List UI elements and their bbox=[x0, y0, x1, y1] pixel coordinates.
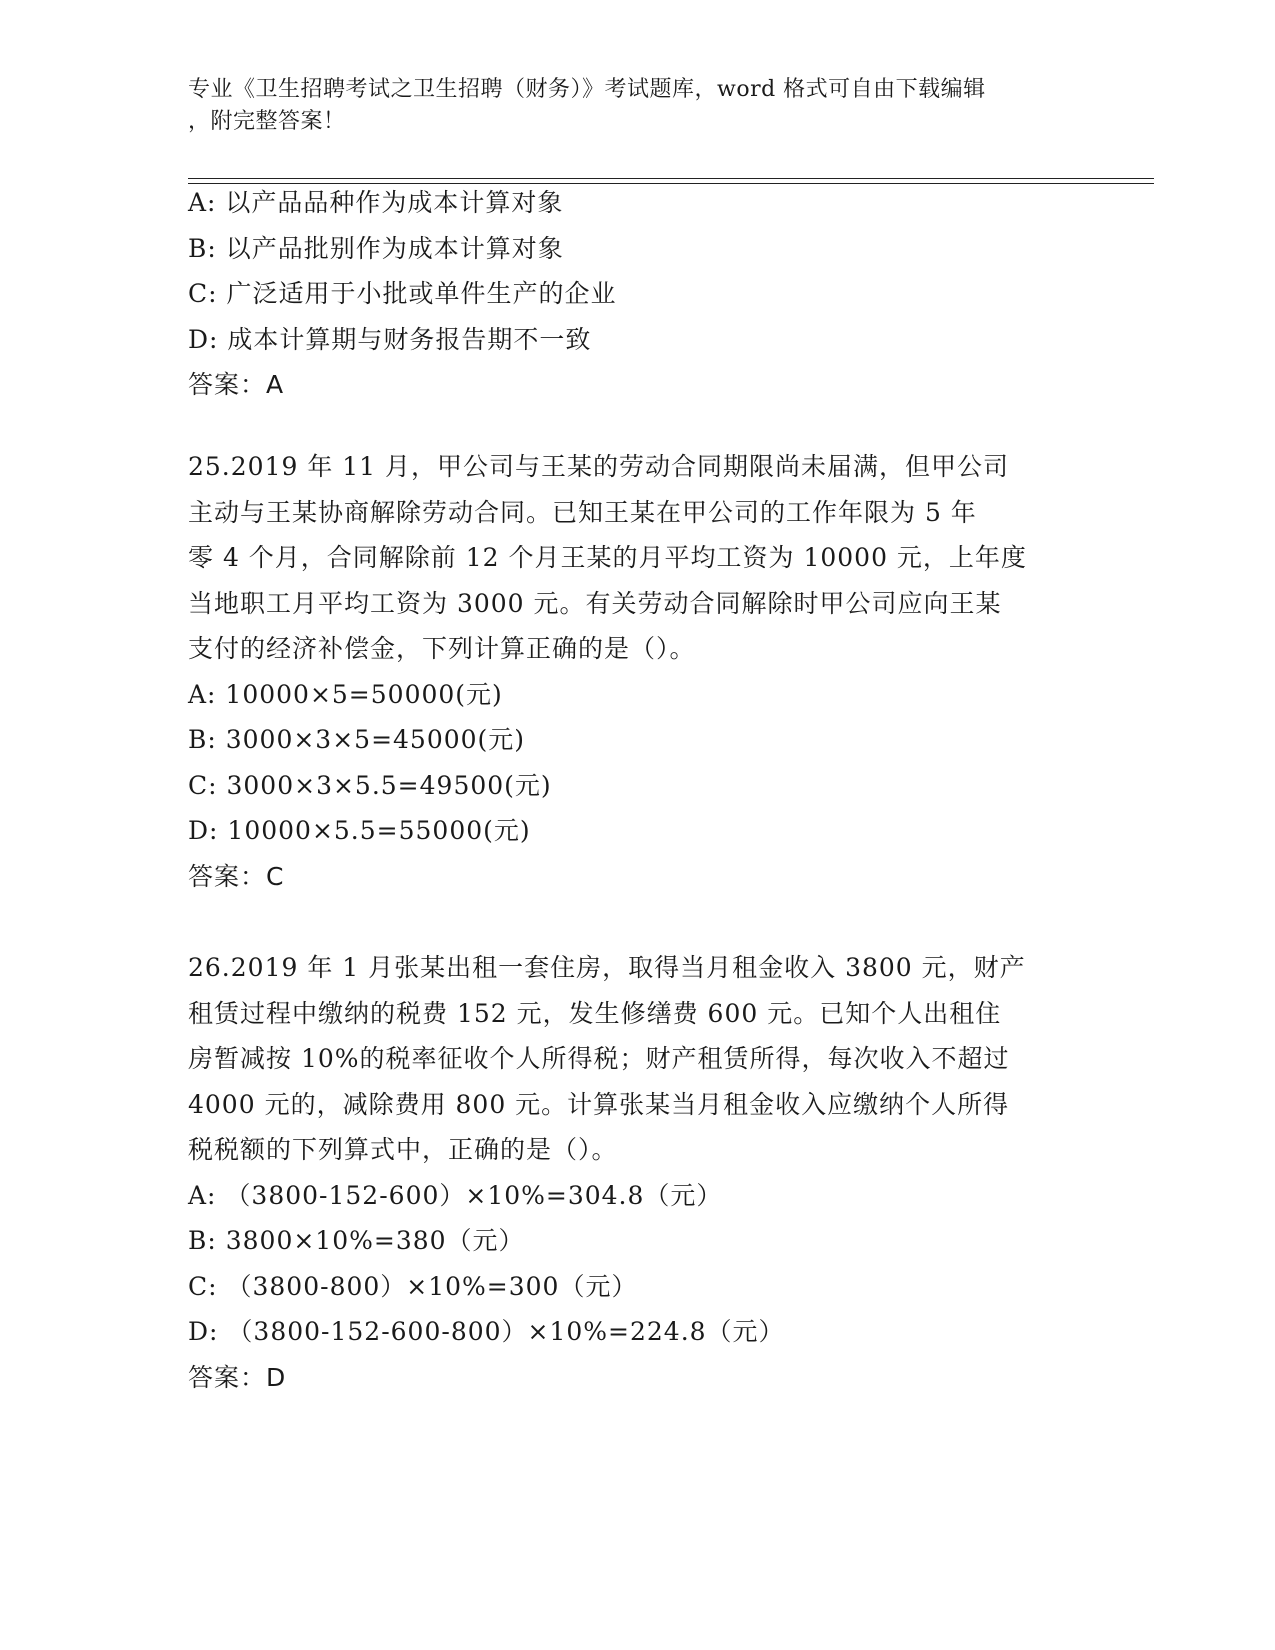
question-24-block bbox=[188, 180, 1088, 408]
question-stem-line: 4000 元的，减除费用 800 元。计算张某当月租金收入应缴纳个人所得 bbox=[188, 1089, 1010, 1119]
question-stem-line: 25.2019 年 11 月，甲公司与王某的劳动合同期限尚未届满，但甲公司 bbox=[188, 452, 1010, 481]
option-a: A: 以产品品种作为成本计算对象 bbox=[188, 188, 564, 217]
question-stem-line: 26.2019 年 1 月张某出租一套住房，取得当月租金收入 3800 元，财产 bbox=[188, 953, 1026, 982]
option-b: B: 3000×3×5=45000(元) bbox=[188, 725, 526, 754]
header-line-2: ，附完整答案！ bbox=[188, 109, 346, 134]
header-rule-top bbox=[188, 178, 1154, 179]
question-26-block bbox=[188, 945, 1088, 1400]
question-stem-line: 房暂减按 10%的税率征收个人所得税；财产租赁所得，每次收入不超过 bbox=[188, 1044, 1010, 1073]
header-line-1: 专业《卫生招聘考试之卫生招聘（财务）》考试题库，word 格式可自由下载编辑 bbox=[188, 77, 986, 102]
answer-line: 答案：A bbox=[188, 370, 285, 399]
answer-line: 答案：C bbox=[188, 861, 285, 891]
question-stem-line: 税税额的下列算式中，正确的是（）。 bbox=[188, 1135, 618, 1164]
question-stem-line: 零 4 个月，合同解除前 12 个月王某的月平均工资为 10000 元，上年度 bbox=[188, 543, 1027, 572]
option-d: D: （3800-152-600-800）×10%=224.8（元） bbox=[188, 1317, 785, 1346]
option-c: C: 3000×3×5.5=49500(元) bbox=[188, 770, 552, 800]
question-stem-line: 租赁过程中缴纳的税费 152 元，发生修缮费 600 元。已知个人出租住 bbox=[188, 998, 1002, 1028]
question-stem-line: 支付的经济补偿金，下列计算正确的是（）。 bbox=[188, 634, 696, 663]
option-d: D: 10000×5.5=55000(元) bbox=[188, 816, 531, 845]
question-25-block bbox=[188, 444, 1088, 899]
option-c: C: （3800-800）×10%=300（元） bbox=[188, 1271, 638, 1301]
option-a: A: 10000×5=50000(元) bbox=[188, 679, 503, 709]
option-b: B: 以产品批别作为成本计算对象 bbox=[188, 233, 564, 263]
option-a: A: （3800-152-600）×10%=304.8（元） bbox=[188, 1180, 723, 1210]
document-header bbox=[188, 74, 1068, 138]
question-stem-line: 当地职工月平均工资为 3000 元。有关劳动合同解除时甲公司应向王某 bbox=[188, 588, 1002, 618]
option-b: B: 3800×10%=380（元） bbox=[188, 1226, 525, 1255]
answer-line: 答案：D bbox=[188, 1362, 287, 1392]
question-stem-line: 主动与王某协商解除劳动合同。已知王某在甲公司的工作年限为 5 年 bbox=[188, 497, 977, 527]
option-c: C: 广泛适用于小批或单件生产的企业 bbox=[188, 279, 617, 308]
option-d: D: 成本计算期与财务报告期不一致 bbox=[188, 324, 592, 354]
